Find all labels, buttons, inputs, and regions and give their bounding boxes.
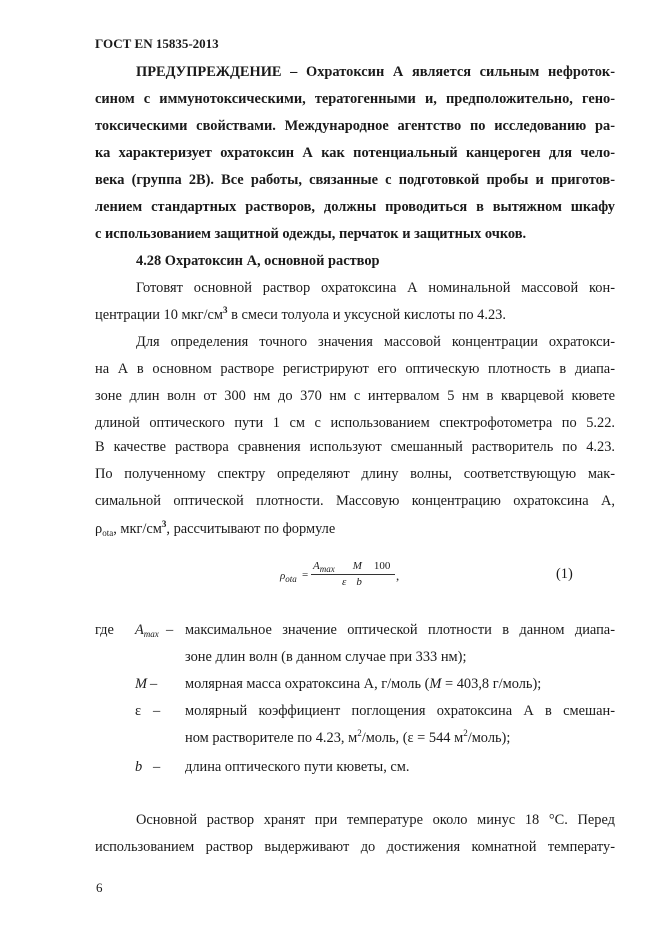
rho-symbol: ρ: [280, 570, 286, 582]
legend-desc: зоне длин волн (в данном случае при 333 нм);: [185, 649, 467, 665]
symbol-a: A: [135, 622, 144, 638]
legend-desc: [185, 728, 615, 748]
legend-dash: –: [153, 703, 161, 719]
superscript: 2: [357, 728, 362, 738]
subscript: ota: [285, 574, 297, 584]
paragraph-line: зоне длин волн от 300 нм до 370 нм с интервалом 5 нм в кварцевой кювете: [95, 388, 615, 404]
number-100: 100: [373, 560, 391, 572]
warning-line: с использованием защитной одежды, перчаток и защитных очков.: [95, 226, 527, 242]
paragraph-line: [95, 305, 615, 325]
text-run: /моль);: [467, 730, 511, 746]
paragraph-line: По полученному спектру определяют длину волны, соответствующую мак-: [95, 466, 615, 482]
formula-number: (1): [556, 566, 573, 582]
text-run: /моль, (ε = 544 м: [361, 730, 464, 746]
paragraph-line: Готовят основной раствор охратоксина А номинальной массовой кон-: [136, 280, 615, 296]
text-run: = 403,8 г/моль);: [441, 676, 542, 692]
symbol-a: A: [313, 560, 320, 572]
warning-line: ка характеризует охратоксин А как потенциальный канцероген для чело-: [95, 145, 615, 161]
formula-denominator: [342, 576, 362, 588]
rho-symbol: ρ: [95, 521, 103, 537]
symbol-b: b: [356, 576, 362, 588]
warning-line: ПРЕДУПРЕЖДЕНИЕ – Охратоксин А является сильным нефроток-: [136, 64, 615, 80]
legend-symbol: [135, 620, 159, 640]
formula-equals: =: [302, 569, 309, 581]
warning-line: века (группа 2В). Все работы, связанные с подготовкой пробы и приготов-: [95, 172, 615, 188]
subscript: max: [143, 629, 159, 639]
legend-dash: –: [153, 759, 161, 775]
paragraph-line: на А в основном растворе регистрируют его оптическую плотность в диапа-: [95, 361, 615, 377]
legend-symbol: ε: [135, 703, 142, 719]
legend-symbol: M: [135, 676, 147, 692]
warning-line: лением стандартных растворов, должны проводиться в вытяжном шкафу: [95, 199, 615, 215]
superscript: 3: [223, 305, 228, 315]
paragraph-line: симальной оптической плотности. Массовую концентрацию охратоксина А,: [95, 493, 615, 509]
paragraph-line: Основной раствор хранят при температуре около минус 18 °С. Перед: [136, 812, 615, 828]
text-run: центрации 10 мкг/см: [95, 307, 224, 323]
symbol-epsilon: ε: [342, 576, 347, 588]
page-number: 6: [96, 880, 103, 895]
warning-line: токсическими свойствами. Международное агентство по исследованию ра-: [95, 118, 615, 134]
paragraph-line: В качестве раствора сравнения используют смешанный растворитель по 4.23.: [95, 439, 615, 455]
text-run: , мкг/см: [113, 521, 162, 537]
document-header: ГОСТ EN 15835-2013: [95, 36, 219, 51]
legend-dash: –: [166, 622, 174, 638]
formula: [280, 560, 420, 600]
text-run: молярная масса охратоксина А, г/моль (: [185, 676, 430, 692]
fraction-bar: [311, 574, 395, 575]
formula-numerator: [313, 560, 390, 572]
section-heading: 4.28 Охратоксин А, основной раствор: [136, 253, 380, 269]
legend-where: где: [95, 622, 114, 638]
legend-desc: молярный коэффициент поглощения охратоксина А в смешан-: [185, 703, 615, 719]
warning-line: сином с иммунотоксическими, тератогенными и, предположительно, гено-: [95, 91, 615, 107]
formula-comma: ,: [396, 568, 400, 583]
paragraph-line: [95, 519, 615, 539]
paragraph-line: длиной оптического пути 1 см с использованием спектрофотометра по 5.22.: [95, 415, 615, 431]
text-run: в смеси толуола и уксусной кислоты по 4.23.: [227, 307, 506, 323]
formula-lhs: [280, 570, 297, 582]
symbol-m: M: [352, 560, 362, 572]
legend-desc: длина оптического пути кюветы, см.: [185, 759, 410, 775]
legend-symbol: b: [135, 759, 143, 775]
legend-desc: [185, 674, 615, 694]
paragraph-line: использованием раствор выдерживают до достижения комнатной температу-: [95, 839, 615, 855]
text-run: ном растворителе по 4.23, м: [185, 730, 358, 746]
superscript: 2: [463, 728, 468, 738]
legend-dash: –: [150, 676, 158, 692]
superscript: 3: [161, 519, 167, 529]
legend-desc: максимальное значение оптической плотности в данном диапа-: [185, 622, 615, 638]
paragraph-line: Для определения точного значения массовой концентрации охратокси-: [136, 334, 615, 350]
subscript: max: [319, 564, 335, 574]
subscript: ota: [102, 528, 114, 538]
symbol-m: M: [429, 676, 442, 692]
text-run: , рассчитывают по формуле: [166, 521, 336, 537]
